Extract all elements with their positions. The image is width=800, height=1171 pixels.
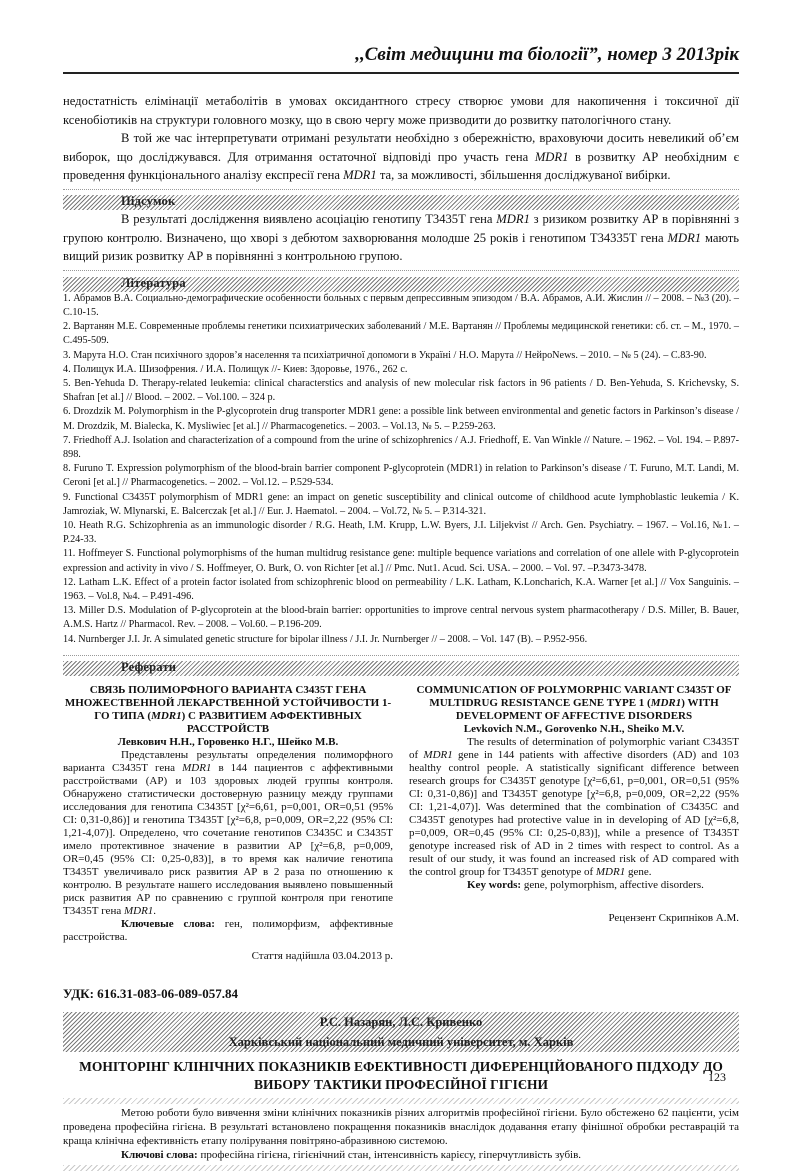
gene-name: MDR1 (650, 696, 682, 709)
reference-item: 14. Nurnberger J.I. Jr. A simulated genetic structure for bipolar illness / J.I. Jr. Nurnberger // – 2008. – Vol. 147 (B). – P.952-956. (63, 633, 588, 645)
keywords-label: Key words: (467, 878, 522, 891)
abstract-ru-title (63, 684, 393, 736)
reference-item: 13. Miller D.S. Modulation of P-glycoprotein at the blood-brain barrier: opportunities to improve central nervous system pharmacotherapy / D.S. Miller, B. Bauer, A.M.S. Hartz // Pharmacol. Rev. – 2008. – Vol.60. – P.196-209. (63, 605, 739, 631)
literature-heading-band (63, 277, 739, 292)
gene-name: MDR1 (343, 168, 377, 183)
text-span: з ризиком розвитку АР в порівнянні з групою контролю. Визначено, що хворі з дебютом захворювання молодше 25 років і генотипом Т34335Т гена (63, 211, 739, 245)
abstracts-heading: Реферати (121, 659, 177, 674)
intro-paragraph-2 (63, 129, 739, 185)
reference-item: 3. Марута Н.О. Стан психічного здоров’я населення та психіатричної допомоги в Україні / Н.О. Марута // НейроNews. – 2010. – № 5 (24). – С.83-90. (63, 349, 707, 361)
text-span: ) С РАЗВИТИЕМ АФФЕКТИВНЫХ РАССТРОЙСТВ (181, 709, 362, 735)
abstract-ru-keywords (63, 918, 393, 944)
literature-heading: Література (121, 275, 186, 290)
gene-name: MDR1 (123, 904, 154, 917)
keywords-text: професійна гігієна, гігієнічний стан, інтенсивність карієсу, гіперчутливість зубів. (197, 1148, 582, 1161)
abstract-ru-text (63, 749, 393, 944)
reference-item: 12. Latham L.K. Effect of a protein factor isolated from schizophrenic blood on permeability / L.K. Latham, K.Loncharich, K.A. Warner [et al.] // Vox Sanguinis. – 1963. – Vol.8, №4. – P.491-496. (63, 576, 739, 603)
abstract-russian (63, 684, 393, 962)
intro-paragraph-1: недостатність елімінації метаболітів в умовах оксидантного стресу створює умови для накопичення і токсичної дії ксенобіотиків на структури головного мозку, що в свою чергу може призводити до розвитку патологічного стану. (63, 94, 739, 127)
abstract-en-keywords (409, 879, 739, 892)
abstract-en-authors: Levkovich N.M., Gorovenko N.H., Sheiko M.V. (463, 722, 685, 735)
abstract-en-title (409, 684, 739, 723)
header-rule (63, 72, 739, 74)
text-span: в розвитку АР необхідним є проведення функціонального аналізу експресії гена (63, 149, 739, 183)
gene-name: MDR1 (151, 709, 182, 722)
text-span: The results of determination of polymorphic variant C3435T of (409, 735, 739, 761)
udk-code: УДК: 616.31-083-06-089-057.84 (63, 985, 238, 1001)
article-authors: Р.С. Назарян, Л.С. Кривенко (319, 1014, 483, 1029)
gene-name: MDR1 (667, 230, 702, 245)
gene-name: MDR1 (595, 865, 626, 878)
reference-item: 5. Ben-Yehuda D. Therapy-related leukemia: clinical characterstics and analysis of new molecular risk factors in 96 patients / D. Ben-Yehuda, S. Krichevsky, S. Shafran [et al.] // Blood. – 2002. – Vol.100. – 324 p. (63, 377, 739, 404)
page-content (63, 92, 739, 1171)
divider (63, 189, 739, 190)
reference-item: 8. Furuno T. Expression polymorphism of the blood-brain barrier component P-glycoprotein (MDR1) in relation to Parkinson’s disease / T. Furuno, M.T. Landi, M. Ceroni [et al.] // Pharmacogenetics. – 2002. – Vol.12. – P.529-534. (63, 463, 739, 489)
divider (63, 270, 739, 271)
text-span: В результаті дослідження виявлено асоціацію генотипу Т3435Т гена (121, 211, 497, 226)
abstracts-heading-band (63, 661, 739, 676)
article-abstract (63, 1106, 739, 1162)
received-date: Стаття надійшла 03.04.2013 р. (251, 949, 393, 962)
page-number: 123 (708, 1070, 726, 1084)
reference-item: 4. Полищук И.А. Шизофрения. / И.А. Полищук //- Киев: Здоровье, 1976., 262 с. (63, 363, 408, 375)
gene-name: MDR1 (534, 149, 569, 164)
summary-heading-band (63, 195, 739, 210)
keywords-text: ген, полиморфизм, аффективные расстройства. (63, 917, 393, 943)
article-abstract-text: Метою роботи було вивчення зміни клінічних показників різних алгоритмів професійної гігієни. Було обстежено 62 пацієнти, усім проведена професійна гігієна. В результаті встановлено покращення показників внаслідок додавання етапу фінішної обробки реставрацій та краща клінічна ефективність етапу полірування повітряно-абразивною системою. (63, 1106, 739, 1147)
abstract-ru-authors: Левкович Н.Н., Горовенко Н.Г., Шейко М.В. (117, 735, 339, 748)
text-span: В той же час інтерпретувати отримані результати необхідно з обережністю, враховуючи досить невеликий об’єм виборок, що досліджувався. Для отримання остаточної відповіді про участь гена (63, 131, 739, 164)
summary-text (63, 210, 739, 266)
gene-name: MDR1 (496, 211, 530, 226)
intro-section (63, 92, 739, 185)
article-keywords (63, 1148, 739, 1162)
text-span: Представлены результаты определения полиморфного варианта С3435Т гена (63, 748, 393, 774)
reference-item: 10. Heath R.G. Schizophrenia as an immunologic disorder / R.G. Heath, I.M. Krupp, L.W. Byers, J.I. Liljekvist // Arch. Gen. Psychiatry. – 1967. – Vol.16, №1. – P.24-33. (63, 520, 739, 546)
reviewer: Рецензент Скрипніков А.М. (608, 911, 739, 924)
abstract-en-text (409, 736, 739, 892)
reference-item: 9. Functional C3435T polymorphism of MDR1 gene: an impact on genetic susceptibility and clinical outcome of childhood acute lymphoblastic leukemia / K. Jamroziak, W. Mlynarski, E. Balcerczak [et al.] // Eur. J. Haematol. – 2004. – Vol.72, № 5. – P.314-321. (63, 491, 739, 517)
article-title: МОНІТОРІНГ КЛІНІЧНИХ ПОКАЗНИКІВ ЕФЕКТИВНОСТІ ДИФЕРЕНЦІЙОВАНОГО ПІДХОДУ ДО ВИБОРУ ТАКТИКИ ПРОФЕСІЙНОЇ ГІГІЄНИ (79, 1058, 723, 1092)
text-span: мають вищий ризик розвитку АР в порівнянні з контрольною групою. (63, 230, 739, 264)
reference-list (63, 292, 739, 647)
reference-item: 7. Friedhoff A.J. Isolation and characterization of a compound from the urine of schizophrenics / A.J. Friedhoff, E. Van Winkle // Nature. – 1962. – Vol. 194. – P.897-898. (63, 434, 739, 460)
divider (63, 655, 739, 656)
text-span: gene in 144 patients with affective disorders (AD) and 103 healthy control people. A statistically significant difference between research groups for C3435T genotype [χ²=6,61, p=0,001, OR=0,51 (95% CI: 0,31-0,86)] and T3435T genotype [χ²=6,8, p=0,009, OR=2,22 (95% CI: 1,21-4,07)]. Was determined that the combination of C3435C and C3435T genotypes had protective value in in developing of AD [χ²=6,8, p=0,009, OR=0,45 (95% CI: 0,25-0,83)], while a presence of T3435T genotype increased risk of AD in 2 times with respect to control. As a result of our study, it was found an increased risk of AD compared with the control group for T3435T genotype of (409, 748, 739, 878)
abstract-english (409, 684, 739, 962)
reference-item: 11. Hoffmeyer S. Functional polymorphisms of the human multidrug resistance gene: multiple bequence variations and correlation of one allele with P-glycoprotein expression and activity in vivo / S. Hoffmeyer, O. Burk, O. von Richter [et al.] // Pmc. Nut1. Acud. Sci. USA. – 2000. – Vol. 97. –P.3473-3478. (63, 548, 739, 574)
decorative-band (63, 1165, 739, 1171)
text-span: COMMUNICATION OF POLYMORPHIC VARIANT C3435T OF MULTIDRUG RESISTANCE GENE TYPE 1 ( (416, 683, 732, 709)
decorative-band (63, 1098, 739, 1104)
authors-band (63, 1012, 739, 1052)
text-span: . (153, 904, 157, 917)
text-span: в 144 пациентов с аффективными расстройствами (АР) и 103 здоровых людей группы контроля. Обнаружено статистически достоверную разницу между группами исследования для генотипа С3435Т [χ²=6,61, p=0,001, OR=0,51 (95% CI: 0,31-0,86)] и генотипа Т3435Т [χ²=6,8, p=0,009, OR=2,22 (95% CI: 1,21-4,07)]. Определено, что сочетание генотипов С3435С и С3435Т имело протективное значение в развитии АР [χ²=6,8, p=0,009, OR=0,45 (95% CI: 0,25-0,83)], в то время как наличие генотипа Т3435Т увеличивало риск развития АР в 2 раза по отношению к контролю. В результате нашего исследования выявлено повышенный риск развития АР по сравнению с группой контроля при генотипе Т3435Т гена (63, 761, 393, 917)
reference-item: 6. Drozdzik M. Polymorphism in the P-glycoprotein drug transporter MDR1 gene: a possible link between environmental and genetic factors in Parkinson’s disease / M. Drozdzik, M. Bialecka, K. Mysliwiec [et al.] // Pharmacogenetics. – 2003. – Vol.13, № 5. – P.259-263. (63, 406, 739, 432)
keywords-text: gene, polymorphism, affective disorders. (521, 878, 704, 891)
text-span: СВЯЗЬ ПОЛИМОРФНОГО ВАРИАНТА С3435Т ГЕНА МНОЖЕСТВЕННОЙ ЛЕКАРСТВЕННОЙ УСТОЙЧИВОСТИ 1-ГО ТИПА ( (64, 683, 392, 722)
keywords-label: Ключевые слова: (121, 917, 215, 930)
summary-heading: Підсумок (121, 193, 176, 208)
text-span: та, за можливості, збільшення досліджуваної вибірки. (376, 168, 671, 183)
keywords-label: Ключові слова: (121, 1148, 198, 1161)
text-span: ) WITH DEVELOPMENT OF AFFECTIVE DISORDERS (455, 696, 719, 722)
journal-header: ,,Світ медицини та біології”, номер 3 2013рік (355, 44, 739, 65)
reference-item: 2. Вартанян М.Е. Современные проблемы генетики психиатрических заболеваний / М.Е. Вартанян // Проблемы медицинской генетики: сб. ст. – М., 1970. – С.495-509. (63, 321, 739, 347)
article-affiliation: Харківський національний медичний університет, м. Харків (228, 1034, 574, 1049)
gene-name: MDR1 (423, 748, 453, 761)
reference-item: 1. Абрамов В.А. Социально-демографические особенности больных с первым депрессивным эпизодом / В.А. Абрамов, А.И. Жислин // – 2008. – №3 (20). – С.10-15. (63, 292, 739, 318)
abstracts-columns (63, 684, 739, 962)
text-span: gene. (625, 865, 652, 878)
gene-name: MDR1 (182, 761, 212, 774)
